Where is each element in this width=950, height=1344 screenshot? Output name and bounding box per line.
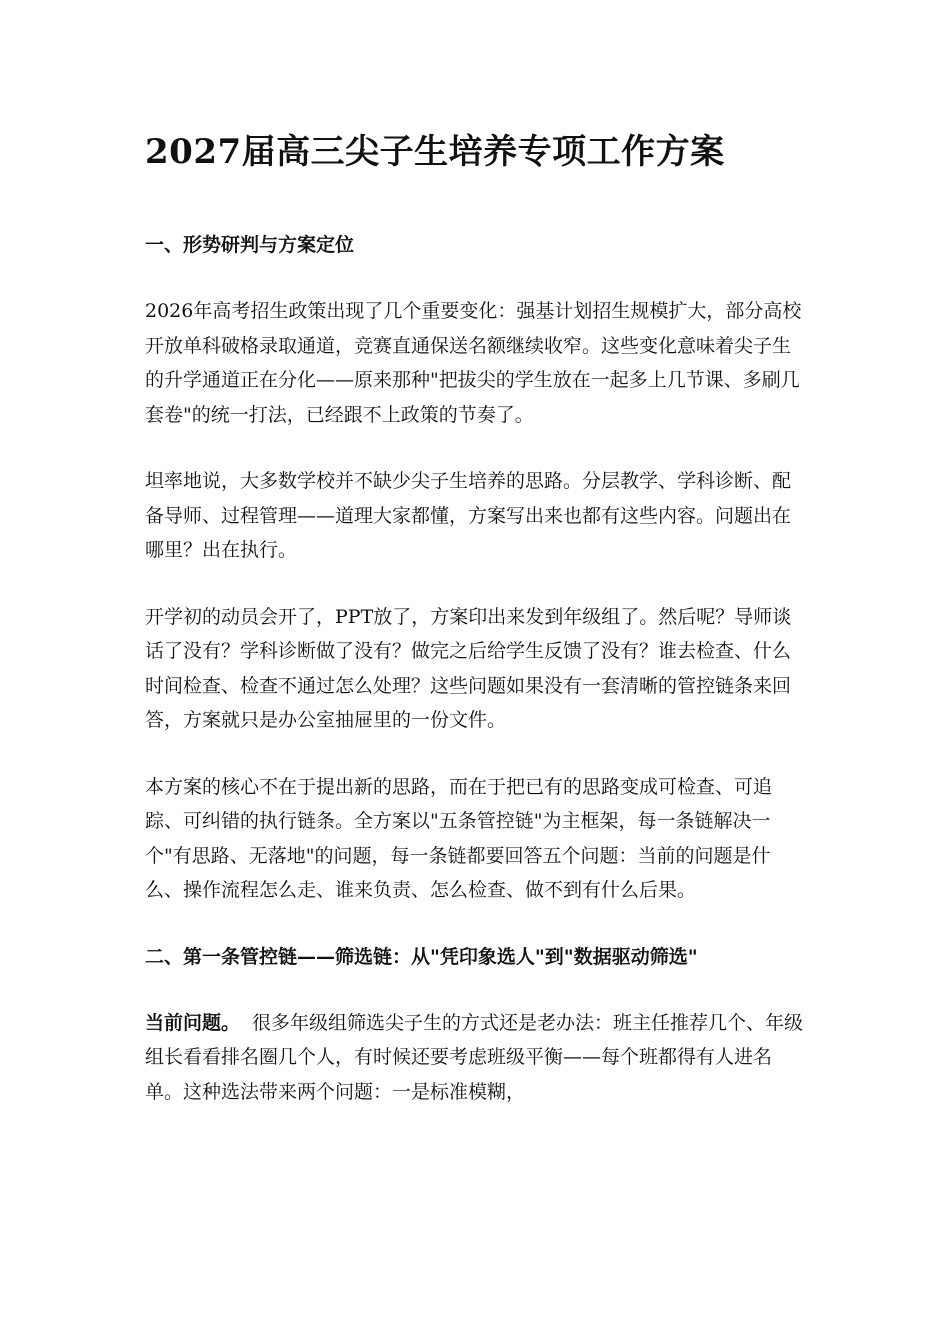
section1-paragraph-1: 2026年高考招生政策出现了几个重要变化：强基计划招生规模扩大，部分高校开放单科破格录取通道，竞赛直通保送名额继续收窄。这些变化意味着尖子生的升学通道正在分化——原来那种"把拔尖的学生放在一起多上几节课、多刷几套卷"的统一打法，已经跟不上政策的节奏了。	[145, 300, 802, 426]
section1-paragraph-3: 开学初的动员会开了，PPT放了，方案印出来发到年级组了。然后呢？导师谈话了没有？学科诊断做了没有？做完之后给学生反馈了没有？谁去检查、什么时间检查、检查不通过怎么处理？这些问题如果没有一套清晰的管控链条来回答，方案就只是办公室抽屉里的一份文件。	[145, 605, 792, 731]
paragraph-lead-label: 当前问题。	[145, 1011, 241, 1034]
document-body	[145, 128, 807, 1109]
section2-paragraph-text: 很多年级组筛选尖子生的方式还是老办法：班主任推荐几个、年级组长看看排名圈几个人，有时候还要考虑班级平衡——每个班都得有人进名单。这种选法带来两个问题：一是标准模糊，	[145, 1011, 804, 1103]
document-title: 2027届高三尖子生培养专项工作方案	[145, 132, 725, 172]
section-heading-1: 一、形势研判与方案定位	[145, 234, 355, 256]
section-heading-2: 二、第一条管控链——筛选链：从"凭印象选人"到"数据驱动筛选"	[145, 945, 698, 968]
section2-paragraph-1	[145, 1006, 807, 1110]
section1-paragraph-2: 坦率地说，大多数学校并不缺少尖子生培养的思路。分层教学、学科诊断、配备导师、过程管理——道理大家都懂，方案写出来也都有这些内容。问题出在哪里？出在执行。	[145, 470, 792, 561]
section1-paragraph-4: 本方案的核心不在于提出新的思路，而在于把已有的思路变成可检查、可追踪、可纠错的执行链条。全方案以"五条管控链"为主框架，每一条链解决一个"有思路、无落地"的问题，每一条链都要回答五个问题：当前的问题是什么、操作流程怎么走、谁来负责、怎么检查、做不到有什么后果。	[145, 775, 773, 901]
